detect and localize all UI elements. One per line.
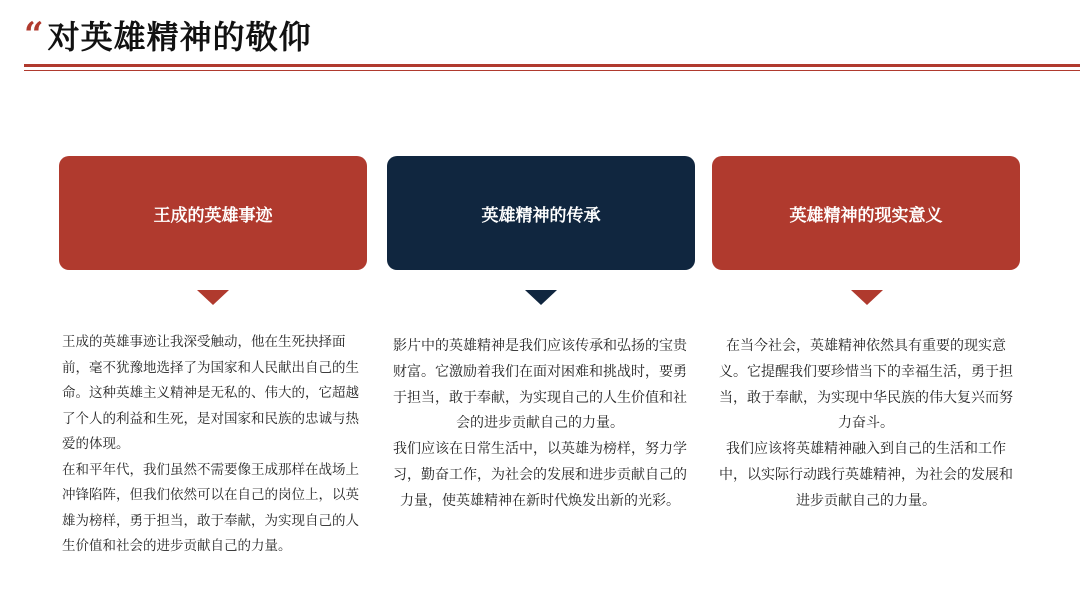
page-title: 对英雄精神的敬仰 — [47, 18, 312, 56]
card-practical-meaning — [712, 156, 1020, 270]
card-heading: 王成的英雄事迹 — [153, 205, 273, 226]
card-hero-deeds — [59, 156, 367, 270]
paragraph: 在当今社会，英雄精神依然具有重要的现实意义。它提醒我们要珍惜当下的幸福生活，勇于担当，敢于奉献，为实现中华民族的伟大复兴而努力奋斗。 — [719, 338, 1013, 432]
title-block — [24, 14, 312, 64]
down-triangle-icon — [197, 290, 229, 305]
paragraph: 我们应该在日常生活中，以英雄为榜样，努力学习，勤奋工作，为社会的发展和进步贡献自己的力量，使英雄精神在新时代焕发出新的光彩。 — [393, 441, 687, 509]
card-heading: 英雄精神的传承 — [481, 205, 601, 226]
paragraph: 我们应该将英雄精神融入到自己的生活和工作中，以实际行动践行英雄精神，为社会的发展和进步贡献自己的力量。 — [719, 441, 1013, 509]
paragraph: 在和平年代，我们虽然不需要像王成那样在战场上冲锋陷阵，但我们依然可以在自己的岗位上，以英雄为榜样，勇于担当，敢于奉献，为实现自己的人生价值和社会的进步贡献自己的力量。 — [62, 461, 359, 554]
card-heading: 英雄精神的现实意义 — [789, 205, 943, 226]
paragraph: 影片中的英雄精神是我们应该传承和弘扬的宝贵财富。它激励着我们在面对困难和挑战时，要勇于担当，敢于奉献，为实现自己的人生价值和社会的进步贡献自己的力量。 — [393, 338, 687, 432]
column-text-spirit-inheritance — [390, 334, 690, 515]
down-triangle-icon — [851, 290, 883, 305]
quote-mark-icon: “ — [24, 15, 44, 55]
down-triangle-icon — [525, 290, 557, 305]
paragraph: 王成的英雄事迹让我深受触动，他在生死抉择面前，毫不犹豫地选择了为国家和人民献出自己的生命。这种英雄主义精神是无私的、伟大的，它超越了个人的利益和生死，是对国家和民族的忠诚与热爱的体现。 — [62, 334, 359, 452]
column-text-practical-meaning — [716, 334, 1016, 515]
title-divider-thin — [24, 70, 1080, 71]
card-spirit-inheritance — [387, 156, 695, 270]
title-divider-thick — [24, 64, 1080, 67]
column-text-hero-deeds — [62, 330, 368, 560]
